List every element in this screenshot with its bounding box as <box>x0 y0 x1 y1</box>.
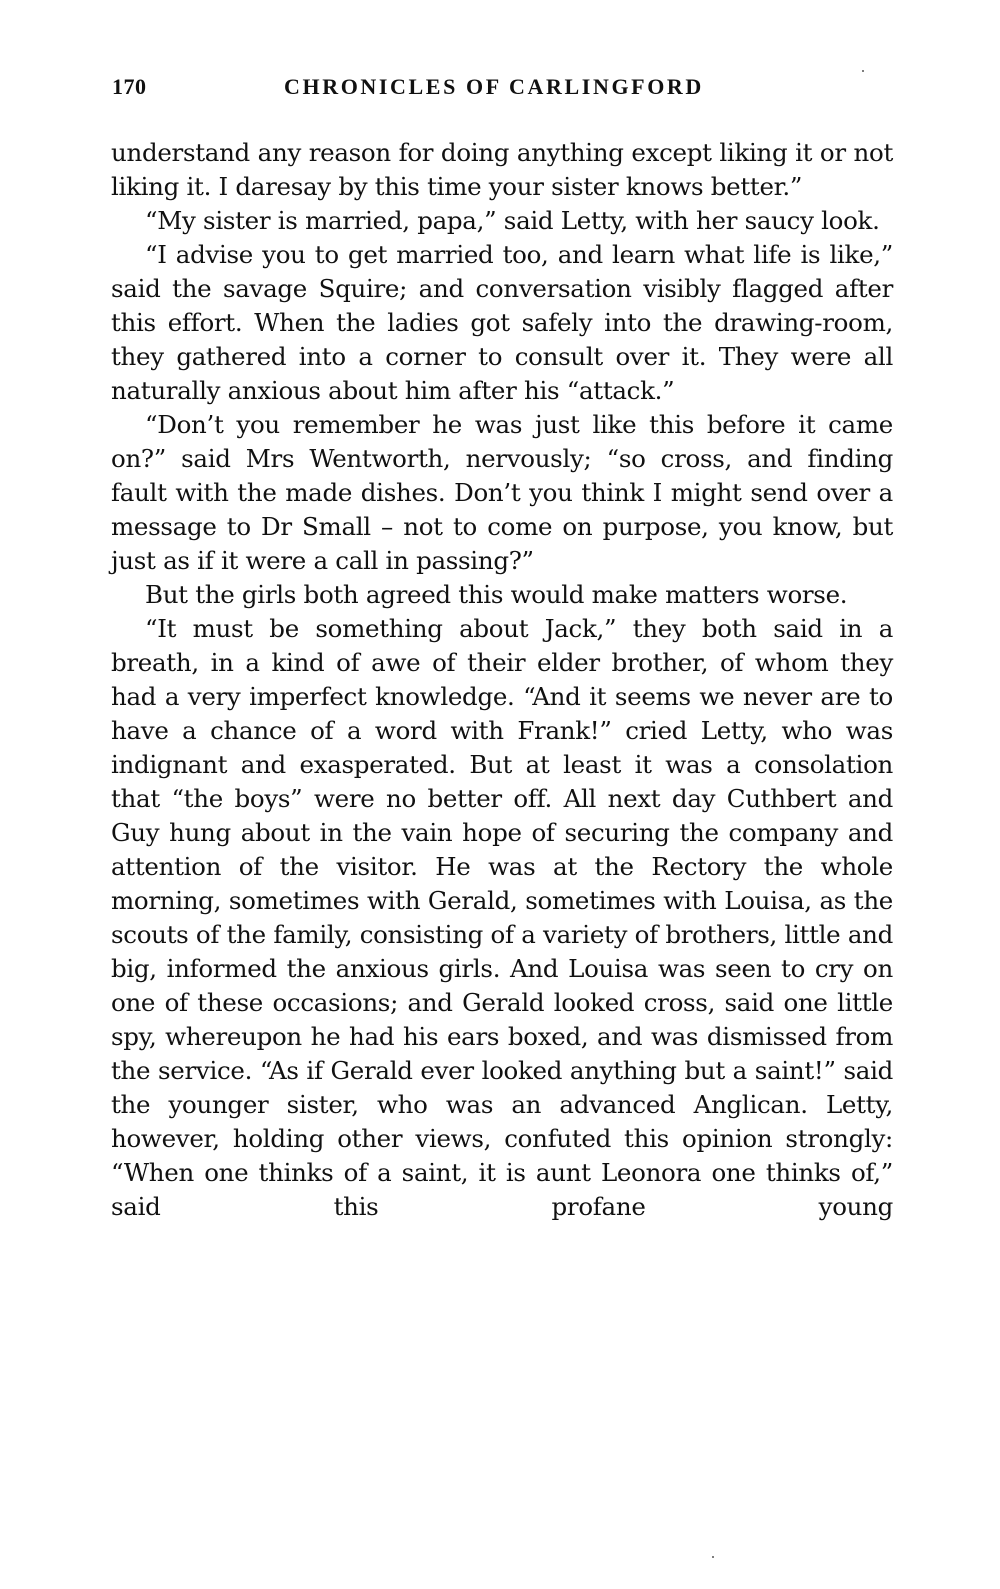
running-head <box>112 74 892 104</box>
paragraph-2: “My sister is married, papa,” said Letty, with her saucy look. <box>145 206 880 235</box>
paragraph-6: “It must be something about Jack,” they both said in a breath, in a kind of awe of their elder brother, of whom they had a very imperfect knowledge. “And it seems we never are to have a chance of a word with Frank!” cried Letty, who was indignant and exasperated. But at least it was a consolation that “the boys” were no better off. All next day Cuthbert and Guy hung about in the vain hope of securing the company and attention of the visitor. He was at the Rectory the whole morning, sometimes with Gerald, sometimes with Louisa, as the scouts of the family, consisting of a variety of brothers, little and big, informed the anxious girls. And Louisa was seen to cry on one of these occasions; and Gerald looked cross, said one little spy, whereupon he had his ears boxed, and was dismissed from the service. “As if Gerald ever looked anything but a saint!” said the younger sister, who was an advanced Anglican. Letty, however, holding other views, confuted this opinion strongly: “When one thinks of a saint, it is aunt Leonora one thinks of,” said this profane young <box>111 614 894 1221</box>
body-text <box>111 136 893 1224</box>
print-speck <box>712 1556 714 1558</box>
page-number: 170 <box>112 74 147 99</box>
paragraph-4: “Don’t you remember he was just like this before it came on?” said Mrs Wentworth, nervously; “so cross, and finding fault with the made dishes. Don’t you think I might send over a message to Dr Small – not to come on purpose, you know, but just as if it were a call in passing?” <box>111 410 893 575</box>
paragraph-3: “I advise you to get married too, and learn what life is like,” said the savage Squire; and conversation visibly flagged after this effort. When the ladies got safely into the drawing-room, they gathered into a corner to consult over it. They were all naturally anxious about him after his “attack.” <box>111 240 893 405</box>
book-title: CHRONICLES OF CARLINGFORD <box>284 74 704 99</box>
print-speck <box>862 70 864 72</box>
paragraph-1: understand any reason for doing anything except liking it or not liking it. I daresay by this time your sister knows better.” <box>111 138 893 201</box>
paragraph-5: But the girls both agreed this would make matters worse. <box>145 580 848 609</box>
